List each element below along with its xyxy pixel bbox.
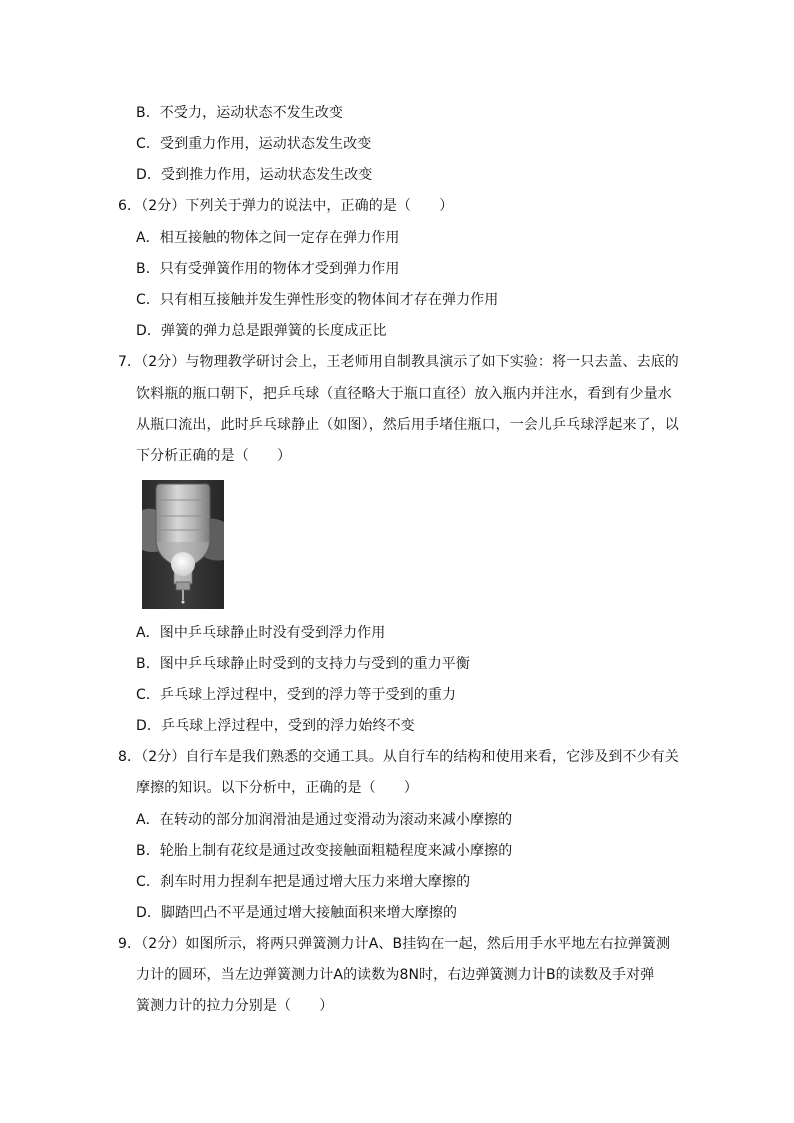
question-7-stem-line-1: 7．（2分）与物理教学研讨会上，王老师用自制教具演示了如下实验：将一只去盖、去底的: [118, 354, 679, 370]
question-6-option-c: C．只有相互接触并发生弹性形变的物体间才存在弹力作用: [136, 292, 499, 308]
bottle-photo-icon: [142, 480, 224, 609]
question-9-stem-line-2: 力计的圆环，当左边弹簧测力计A的读数为8N时，右边弹簧测力计B的读数及手对弹: [136, 967, 655, 983]
question-8-stem-line-2: 摩擦的知识。以下分析中，正确的是（ ）: [136, 780, 418, 796]
question-7-option-a: A．图中乒乓球静止时没有受到浮力作用: [136, 625, 386, 641]
question-7-stem-line-3: 从瓶口流出，此时乒乓球静止（如图），然后用手堵住瓶口，一会儿乒乓球浮起来了，以: [136, 417, 679, 433]
question-8-option-c: C．刹车时用力捏刹车把是通过增大压力来增大摩擦的: [136, 874, 471, 890]
question-8-option-d: D．脚踏凹凸不平是通过增大接触面积来增大摩擦的: [136, 905, 458, 921]
question-7-option-c: C．乒乓球上浮过程中，受到的浮力等于受到的重力: [136, 687, 457, 703]
prev-option-d: D．受到推力作用，运动状态发生改变: [136, 167, 373, 183]
question-8-option-a: A．在转动的部分加润滑油是通过变滑动为滚动来减小摩擦的: [136, 812, 513, 828]
prev-option-b: B．不受力，运动状态不发生改变: [136, 105, 344, 121]
question-7-option-d: D．乒乓球上浮过程中，受到的浮力始终不变: [136, 718, 415, 734]
question-6-stem: 6．（2分）下列关于弹力的说法中，正确的是（ ）: [118, 198, 454, 214]
question-6-option-b: B．只有受弹簧作用的物体才受到弹力作用: [136, 261, 400, 277]
question-8-stem-line-1: 8．（2分）自行车是我们熟悉的交通工具。从自行车的结构和使用来看，它涉及到不少有关: [118, 749, 679, 765]
question-6-option-d: D．弹簧的弹力总是跟弹簧的长度成正比: [136, 323, 387, 339]
question-9-stem-line-1: 9．（2分）如图所示，将两只弹簧测力计A、B挂钩在一起，然后用手水平地左右拉弹簧测: [118, 936, 671, 952]
question-6-option-a: A．相互接触的物体之间一定存在弹力作用: [136, 230, 400, 246]
prev-option-c: C．受到重力作用，运动状态发生改变: [136, 136, 372, 152]
question-8-option-b: B．轮胎上制有花纹是通过改变接触面粗糙程度来减小摩擦的: [136, 843, 513, 859]
question-9-stem-line-3: 簧测力计的拉力分别是（ ）: [136, 998, 334, 1014]
question-7-stem-line-4: 下分析正确的是（ ）: [136, 448, 292, 464]
question-7-option-b: B．图中乒乓球静止时受到的支持力与受到的重力平衡: [136, 656, 471, 672]
question-7-stem-line-2: 饮料瓶的瓶口朝下，把乒乓球（直径略大于瓶口直径）放入瓶内并注水，看到有少量水: [136, 386, 672, 402]
